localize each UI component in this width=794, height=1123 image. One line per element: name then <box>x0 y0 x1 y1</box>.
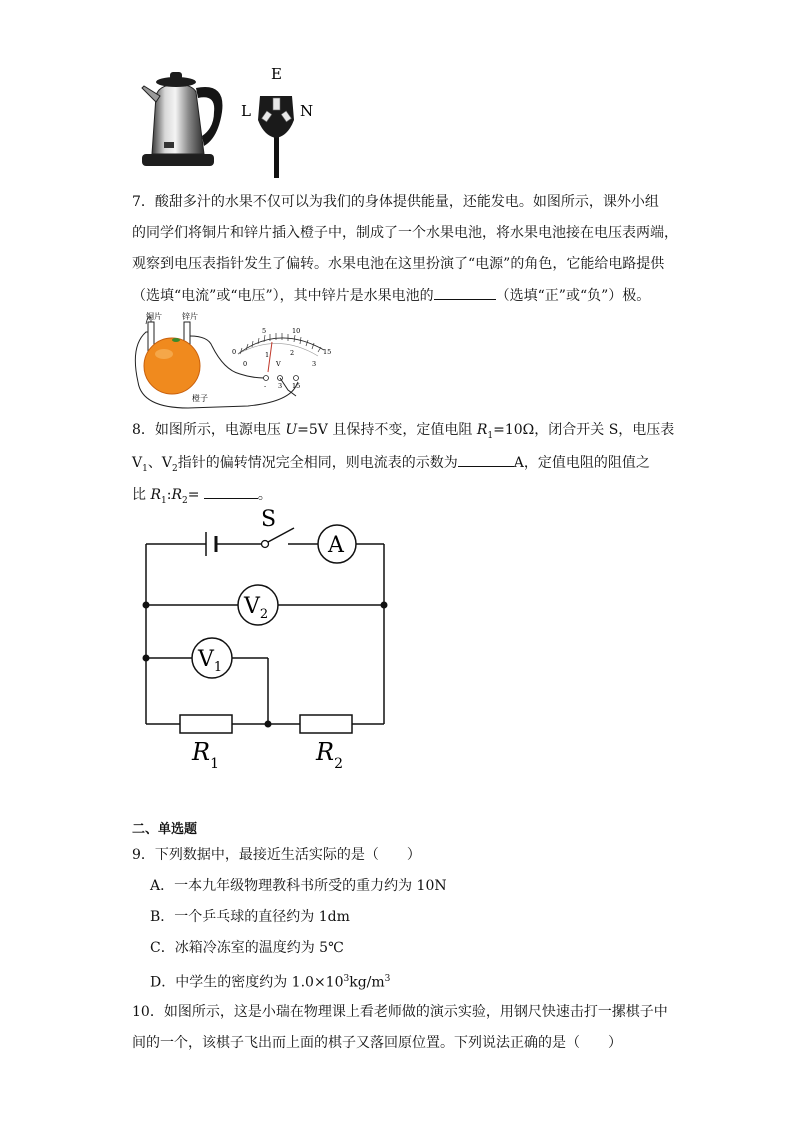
q8-line-2 <box>132 452 650 479</box>
q8-line-1 <box>132 420 674 446</box>
q8-line-3a: 比 <box>132 487 151 503</box>
ammeter <box>318 525 356 563</box>
q8-v2-sub: 2 <box>171 463 178 474</box>
q8-ratio-colon: : <box>166 487 172 503</box>
q9-option-d[interactable] <box>150 969 390 993</box>
junction-dot <box>265 721 272 728</box>
scale-top-5: 5 <box>262 327 267 335</box>
q8-var-r-sub: 1 <box>487 430 494 441</box>
q8-line-1c: =10Ω，闭合开关 S，电压表 <box>493 422 675 438</box>
orange-image <box>144 338 200 394</box>
ammeter-label: A <box>328 533 344 558</box>
q8-ratio-r2: R <box>171 487 182 503</box>
switch-s[interactable] <box>261 507 294 548</box>
q8-ratio-r2-sub: 2 <box>182 495 188 506</box>
q7-line-4 <box>132 285 650 306</box>
circuit-diagram <box>130 500 400 780</box>
scale-left-0: 0 <box>232 348 237 356</box>
v2-sub: 2 <box>259 607 269 622</box>
v2-label: V <box>244 594 260 619</box>
q8-v1-sub: 1 <box>142 463 148 474</box>
q8-line-2c: 指针的偏转情况完全相同，则电流表的示数为 <box>177 455 458 471</box>
q7-line-2: 的同学们将铜片和锌片插入橙子中，制成了一个水果电池，将水果电池接在电压表两端， <box>132 225 678 241</box>
r1-label: R <box>192 738 211 766</box>
orange-label: 橙子 <box>192 394 208 403</box>
q7-line-3: 观察到电压表指针发生了偏转。水果电池在这里扮演了“电源”的角色，它能给电路提供 <box>132 256 665 272</box>
terminal-label-3: 3 <box>278 382 283 390</box>
q8-line-1b: =5V 且保持不变，定值电阻 <box>297 422 477 438</box>
terminal-negative <box>264 376 269 381</box>
q8-line-3c: 。 <box>257 487 272 503</box>
q9-option-d-text: D．中学生的密度约为 1.0×10 <box>150 974 344 991</box>
terminal-label-15: 15 <box>292 382 301 390</box>
q8-var-r: R <box>476 422 488 438</box>
v1-label: V <box>198 647 214 672</box>
q8-ratio-r1: R <box>150 487 161 503</box>
unit-v: V <box>276 360 281 368</box>
junction-dot <box>143 602 150 609</box>
q7-line-1: 7．酸甜多汁的水果不仅可以为我们的身体提供能量，还能发电。如图所示，课外小组 <box>132 194 659 210</box>
q10-line-1: 10．如图所示，这是小瑞在物理课上看老师做的演示实验，用钢尺快速击打一摞棋子中 <box>132 1004 668 1020</box>
q7-line-4b: （选填“正”或“负”）极。 <box>495 288 651 304</box>
q8-v2: 、V <box>147 455 172 471</box>
q8-current-blank[interactable] <box>458 452 514 467</box>
plug-image <box>241 65 313 178</box>
scale-bottom-1: 1 <box>265 351 270 359</box>
terminal-label-neg: - <box>264 382 267 390</box>
v1-sub: 1 <box>213 660 223 675</box>
q10-line-2: 间的一个，该棋子飞出而上面的棋子又落回原位置。下列说法正确的是（ ） <box>132 1035 622 1051</box>
q7-line-4a: （选填“电流”或“电压”），其中锌片是水果电池的 <box>132 288 434 304</box>
scale-bottom-0: 0 <box>243 360 248 368</box>
resistor-r2 <box>300 715 352 733</box>
r2-sub: 2 <box>334 756 343 772</box>
copper-label: 铜片 <box>146 312 162 321</box>
q9-option-d-exp2: 3 <box>384 974 391 984</box>
q8-v1: V <box>132 455 143 471</box>
svg-text:R2 <box>315 738 343 772</box>
r2-label: R <box>316 738 335 766</box>
plug-label-l: L <box>241 102 251 120</box>
q9-option-c[interactable]: C．冰箱冷冻室的温度约为 5℃ <box>150 940 344 956</box>
q8-line-1a: 8．如图所示，电源电压 <box>132 422 286 438</box>
switch-label: S <box>261 507 277 532</box>
orange-battery-figure <box>128 310 338 412</box>
scale-bottom-3: 3 <box>312 360 317 368</box>
kettle-image <box>142 72 222 166</box>
voltmeter-dial <box>232 327 331 372</box>
q9-option-d-unit: kg/m <box>349 974 385 991</box>
voltmeter-v1 <box>192 638 232 678</box>
q8-line-3b: = <box>187 487 204 503</box>
zinc-label: 锌片 <box>182 312 198 321</box>
terminal-15 <box>294 376 299 381</box>
scale-top-15: 15 <box>323 348 332 356</box>
svg-text:R1 <box>191 738 219 772</box>
plug-label-e: E <box>271 65 282 83</box>
section-title: 二、单选题 <box>132 822 198 837</box>
q9-stem: 9．下列数据中，最接近生活实际的是（ ） <box>132 847 421 863</box>
q9-option-d-exp: 3 <box>343 974 350 984</box>
kettle-plug-figure <box>134 62 324 180</box>
resistor-r1 <box>180 715 232 733</box>
q9-option-a[interactable]: A．一本九年级物理教科书所受的重力约为 10N <box>150 878 447 894</box>
junction-dot <box>381 602 388 609</box>
scale-top-10: 10 <box>292 327 301 335</box>
q8-ratio-blank[interactable] <box>204 484 258 499</box>
voltmeter-v2 <box>238 585 278 625</box>
q9-option-b[interactable]: B．一个乒乓球的直径约为 1dm <box>150 909 350 925</box>
q8-line-2d: A，定值电阻的阻值之 <box>513 455 650 471</box>
plug-label-n: N <box>300 102 314 120</box>
junction-dot <box>143 655 150 662</box>
q8-ratio-r1-sub: 1 <box>161 495 167 506</box>
battery-symbol <box>206 532 216 556</box>
q8-var-u: U <box>285 422 298 438</box>
r1-sub: 1 <box>210 756 219 772</box>
q7-answer-blank[interactable] <box>434 285 496 300</box>
scale-bottom-2: 2 <box>290 349 295 357</box>
